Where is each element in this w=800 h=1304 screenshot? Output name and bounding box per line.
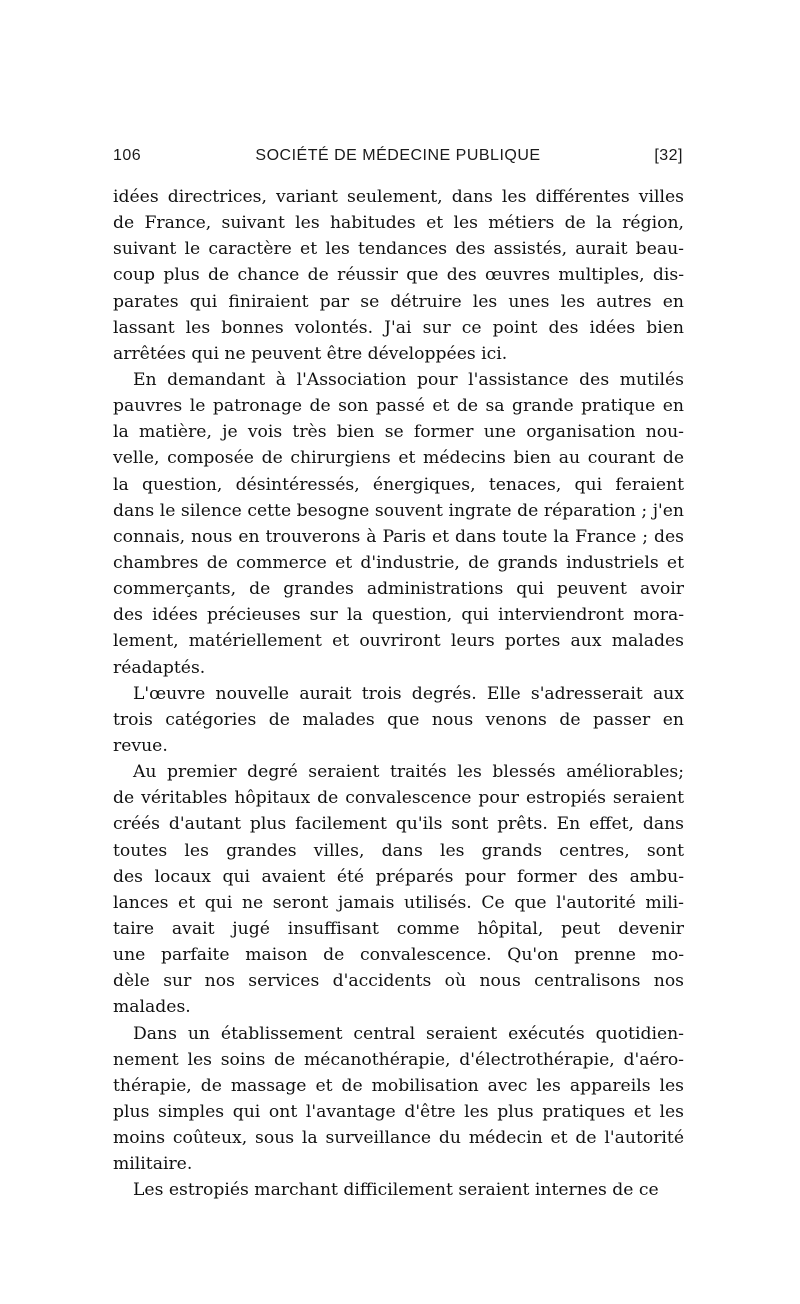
text-line: créés d'autant plus facilement qu'ils sont prêts. En effet, dans [113, 814, 684, 835]
text-line: revue. [113, 735, 168, 756]
text-line: chambres de commerce et d'industrie, de grands industriels et [113, 552, 684, 573]
text-line: Dans un établissement central seraient exécutés quotidien- [133, 1023, 684, 1044]
body-text [113, 184, 684, 1203]
section-number: [32] [654, 147, 683, 164]
paragraph [113, 1021, 684, 1178]
text-line: coup plus de chance de réussir que des œuvres multiples, dis- [113, 265, 684, 286]
text-line: réadaptés. [113, 657, 206, 678]
text-line: parates qui finiraient par se détruire les unes les autres en [113, 291, 684, 312]
text-line: trois catégories de malades que nous venons de passer en [113, 709, 684, 730]
text-line: plus simples qui ont l'avantage d'être les plus pratiques et les [113, 1101, 684, 1122]
text-line: suivant le caractère et les tendances des assistés, aurait beau- [113, 239, 684, 260]
paragraph [113, 681, 684, 759]
text-line: En demandant à l'Association pour l'assistance des mutilés [133, 369, 684, 390]
paragraph [113, 759, 684, 1020]
text-line: la matière, je vois très bien se former une organisation nou- [113, 422, 684, 443]
text-line: lement, matériellement et ouvriront leurs portes aux malades [113, 631, 684, 652]
running-title: SOCIÉTÉ DE MÉDECINE PUBLIQUE [255, 147, 541, 164]
text-line: une parfaite maison de convalescence. Qu'on prenne mo- [113, 945, 684, 966]
paragraph [113, 1177, 684, 1203]
page-header [113, 147, 683, 171]
text-line: Au premier degré seraient traités les blessés améliorables; [133, 762, 684, 783]
text-line: la question, désintéressés, énergiques, tenaces, qui feraient [113, 474, 684, 495]
text-line: dans le silence cette besogne souvent ingrate de réparation ; j'en [113, 500, 684, 521]
text-line: taire avait jugé insuffisant comme hôpital, peut devenir [113, 918, 684, 939]
text-line: des locaux qui avaient été préparés pour former des ambu- [113, 866, 684, 887]
text-line: lassant les bonnes volontés. J'ai sur ce point des idées bien [113, 317, 684, 338]
text-line: Les estropiés marchant difficilement seraient internes de ce [133, 1180, 659, 1201]
text-line: velle, composée de chirurgiens et médecins bien au courant de [113, 448, 684, 469]
text-line: pauvres le patronage de son passé et de sa grande pratique en [113, 396, 684, 417]
text-line: arrêtées qui ne peuvent être développées ici. [113, 343, 508, 364]
text-line: de France, suivant les habitudes et les métiers de la région, [113, 213, 684, 234]
text-line: malades. [113, 997, 191, 1018]
text-line: des idées précieuses sur la question, qui interviendront mora- [113, 605, 684, 626]
text-line: militaire. [113, 1154, 193, 1175]
text-line: nement les soins de mécanothérapie, d'électrothérapie, d'aéro- [113, 1049, 684, 1070]
text-line: thérapie, de massage et de mobilisation avec les appareils les [113, 1075, 684, 1096]
text-line: moins coûteux, sous la surveillance du médecin et de l'autorité [113, 1128, 684, 1149]
text-line: connais, nous en trouverons à Paris et dans toute la France ; des [113, 526, 684, 547]
text-line: toutes les grandes villes, dans les grands centres, sont [113, 840, 684, 861]
paragraph [113, 184, 684, 367]
text-line: lances et qui ne seront jamais utilisés. Ce que l'autorité mili- [113, 892, 684, 913]
text-line: L'œuvre nouvelle aurait trois degrés. Elle s'adresserait aux [133, 683, 684, 704]
text-line: dèle sur nos services d'accidents où nous centralisons nos [113, 971, 684, 992]
paragraph [113, 367, 684, 681]
text-line: idées directrices, variant seulement, dans les différentes villes [113, 187, 684, 207]
text-line: commerçants, de grandes administrations qui peuvent avoir [113, 579, 684, 600]
text-line: de véritables hôpitaux de convalescence pour estropiés seraient [113, 788, 684, 809]
page-number: 106 [113, 147, 142, 164]
